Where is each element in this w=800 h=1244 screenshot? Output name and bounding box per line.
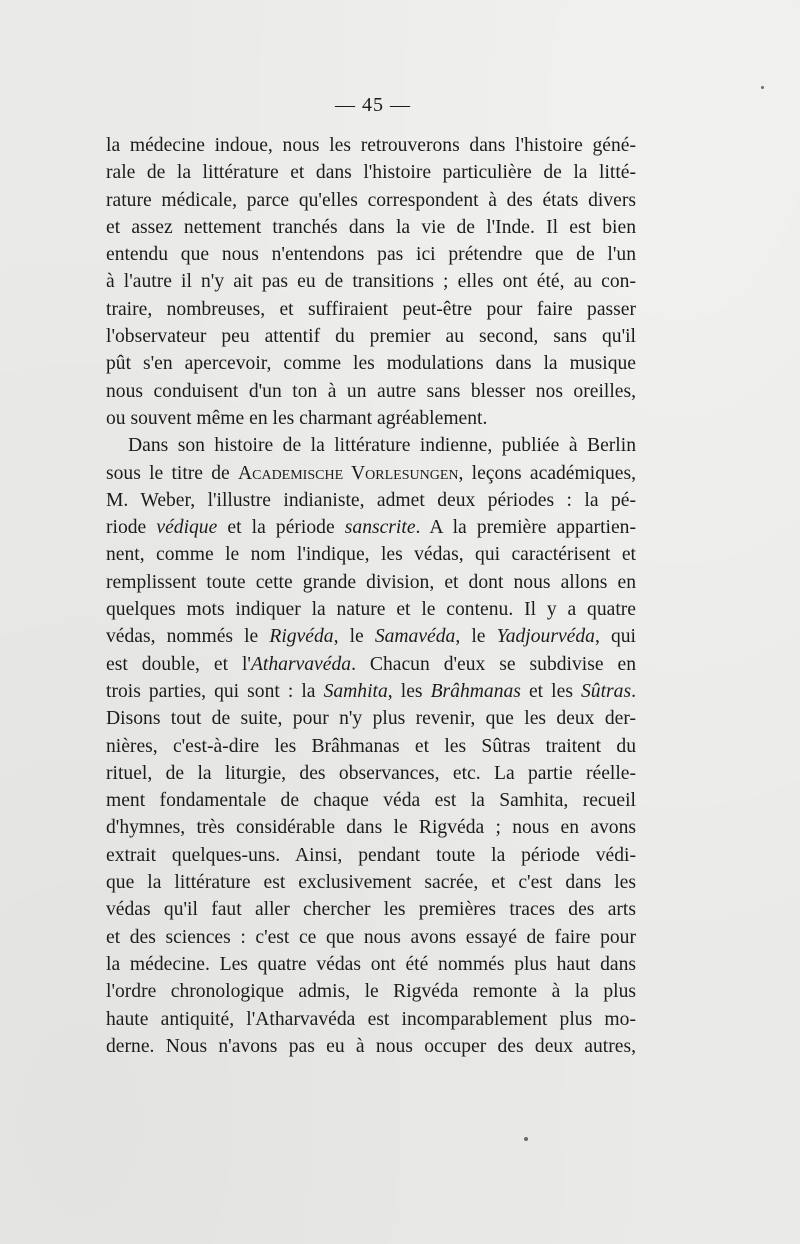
text-line: la médecine indoue, nous les retrouverons dans l'histoire géné- xyxy=(106,135,636,156)
text-line: d'hymnes, très considérable dans le Rigvéda ; nous en avons xyxy=(106,817,636,839)
text-run: . xyxy=(631,680,636,702)
text-run: , qui xyxy=(594,626,636,648)
text-line: pût s'en apercevoir, comme les modulations dans la musique xyxy=(106,353,636,375)
italic-term: Rigvéda xyxy=(269,626,334,648)
book-title-smallcaps: Academische Vorlesungen xyxy=(237,462,459,484)
text-line: la médecine. Les quatre védas ont été nommés plus haut dans xyxy=(106,953,636,975)
text-line: rituel, de la liturgie, des observances, etc. La partie réelle- xyxy=(106,762,636,784)
text-line: nous conduisent d'un ton à un autre sans blesser nos oreilles, xyxy=(106,380,636,402)
text-run: . Chacun d'eux se subdivise en xyxy=(351,653,636,675)
text-line: rature médicale, parce qu'elles correspondent à des états divers xyxy=(106,189,636,211)
text-line: M. Weber, l'illustre indianiste, admet deux périodes : la pé- xyxy=(106,489,636,511)
text-run: est double, et l' xyxy=(106,653,251,675)
text-line xyxy=(106,651,636,678)
text-line: à l'autre il n'y ait pas eu de transitions ; elles ont été, au con- xyxy=(106,271,636,293)
page-number: — 45 — xyxy=(335,94,411,116)
text-line: ment fondamentale de chaque véda est la Samhita, recueil xyxy=(106,790,636,812)
text-line: remplissent toute cette grande division, et dont nous allons en xyxy=(106,571,636,593)
text-line: l'ordre chronologique admis, le Rigvéda remonte à la plus xyxy=(106,981,636,1003)
text-run: riode xyxy=(106,517,157,539)
text-line: védas qu'il faut aller chercher les premières traces des arts xyxy=(106,899,636,921)
text-line: entendu que nous n'entendons pas ici prétendre que de l'un xyxy=(106,244,636,266)
paper-speck xyxy=(761,86,764,89)
text-line: l'observateur peu attentif du premier au second, sans qu'il xyxy=(106,326,636,348)
text-run: , le xyxy=(333,626,375,648)
text-line: extrait quelques-uns. Ainsi, pendant toute la période védi- xyxy=(106,844,636,866)
text-line xyxy=(106,514,636,541)
text-line xyxy=(106,623,636,650)
text-line: ou souvent même en les charmant agréablement. xyxy=(106,407,488,429)
italic-term: Samhita xyxy=(323,680,388,702)
text-line: nent, comme le nom l'indique, les védas, qui caractérisent et xyxy=(106,544,636,566)
text-run: védas, nommés le xyxy=(106,626,270,648)
text-line xyxy=(106,678,636,705)
text-line xyxy=(106,460,636,487)
text-line: quelques mots indiquer la nature et le contenu. Il y a quatre xyxy=(106,599,636,621)
italic-term: Sûtras xyxy=(581,680,632,702)
paragraph-start-line: Dans son histoire de la littérature indienne, publiée à Berlin xyxy=(128,435,636,457)
text-line: que la littérature est exclusivement sacrée, et c'est dans les xyxy=(106,872,636,894)
text-line: haute antiquité, l'Atharvavéda est incomparablement plus mo- xyxy=(106,1008,636,1030)
italic-term: Yadjourvéda xyxy=(496,626,595,648)
italic-term: Atharvavéda xyxy=(250,653,352,675)
italic-term: védique xyxy=(156,517,218,539)
text-run: et la période xyxy=(217,517,345,539)
body-text xyxy=(106,132,636,1060)
text-run: , leçons académiques, xyxy=(458,462,637,484)
text-line: Disons tout de suite, pour n'y plus revenir, que les deux der- xyxy=(106,708,636,730)
text-run: et les xyxy=(520,680,581,702)
text-line: rale de la littérature et dans l'histoire particulière de la litté- xyxy=(106,162,636,184)
italic-term: sanscrite xyxy=(344,517,416,539)
italic-term: Samavéda xyxy=(374,626,456,648)
text-line: et assez nettement tranchés dans la vie de l'Inde. Il est bien xyxy=(106,216,636,238)
text-line: et des sciences : c'est ce que nous avons essayé de faire pour xyxy=(106,926,636,948)
text-run: , le xyxy=(455,626,497,648)
text-run: . A la première appartien- xyxy=(415,517,636,539)
paper-speck xyxy=(524,1137,528,1141)
text-line: nières, c'est-à-dire les Brâhmanas et les Sûtras traitent du xyxy=(106,735,636,757)
text-run: trois parties, qui sont : la xyxy=(106,680,324,702)
text-line: traire, nombreuses, et suffiraient peut-être pour faire passer xyxy=(106,298,636,320)
text-line: derne. Nous n'avons pas eu à nous occuper des deux autres, xyxy=(106,1035,636,1057)
italic-term: Brâhmanas xyxy=(430,680,521,702)
text-run: , les xyxy=(387,680,431,702)
text-run: sous le titre de xyxy=(106,462,238,484)
